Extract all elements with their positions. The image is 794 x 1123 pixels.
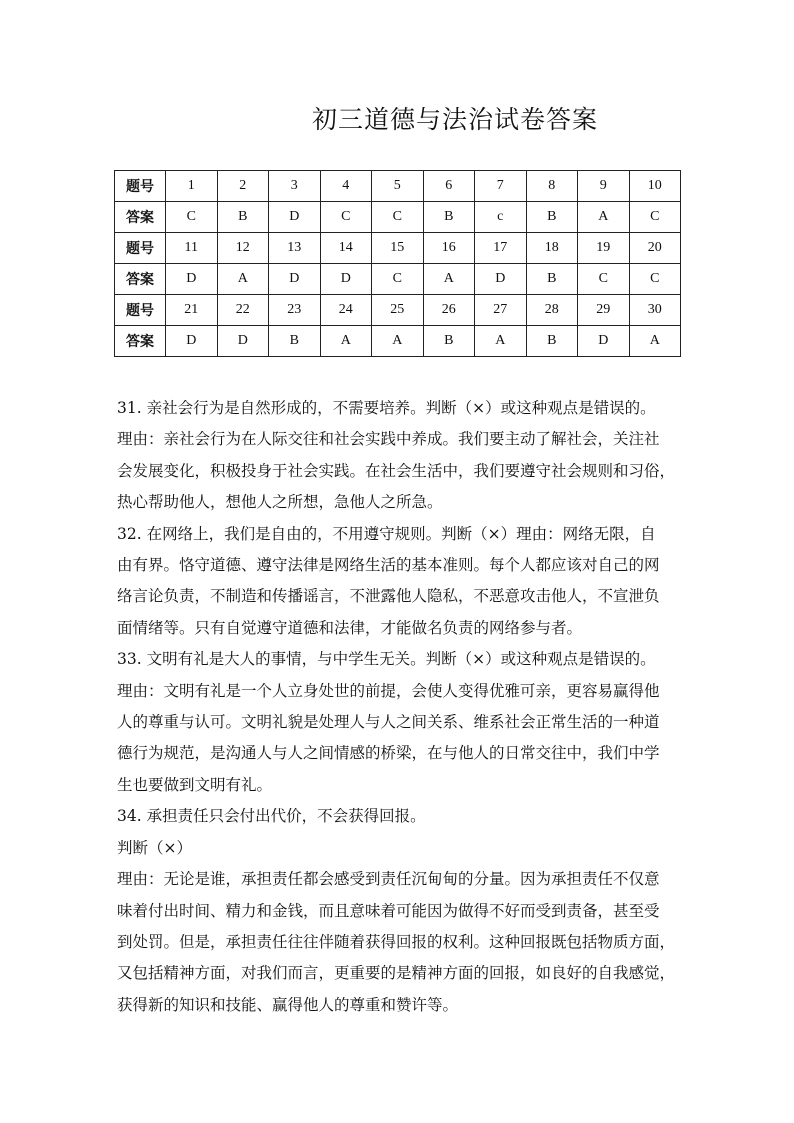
- table-cell: A: [629, 326, 681, 357]
- text-line: 热心帮助他人，想他人之所想，急他人之所急。: [117, 493, 443, 512]
- table-cell: 24: [320, 295, 372, 326]
- table-cell: C: [629, 202, 681, 233]
- row-header: 题号: [115, 295, 166, 326]
- table-cell: B: [526, 326, 578, 357]
- text-line: 生也要做到文明有礼。: [117, 775, 273, 794]
- table-cell: 18: [526, 233, 578, 264]
- table-cell: 5: [372, 171, 424, 202]
- page-title: 初三道德与法治试卷答案: [311, 105, 598, 134]
- table-cell: 29: [578, 295, 630, 326]
- answer-table: [114, 170, 681, 357]
- table-row: [115, 202, 681, 233]
- table-row: [115, 295, 681, 326]
- table-cell: c: [475, 202, 527, 233]
- table-cell: 28: [526, 295, 578, 326]
- table-cell: C: [578, 264, 630, 295]
- text-line: 面情绪等。只有自觉遵守道德和法律，才能做名负责的网络参与者。: [117, 618, 583, 637]
- table-cell: D: [166, 326, 218, 357]
- text-line: 理由：文明有礼是一个人立身处世的前提，会使人变得优雅可亲，更容易赢得他: [117, 681, 660, 700]
- table-cell: A: [372, 326, 424, 357]
- table-cell: 15: [372, 233, 424, 264]
- table-cell: 8: [526, 171, 578, 202]
- table-cell: 4: [320, 171, 372, 202]
- table-cell: D: [217, 326, 269, 357]
- table-cell: B: [423, 202, 475, 233]
- table-cell: D: [269, 264, 321, 295]
- text-line: 由有界。恪守道德、遵守法律是网络生活的基本准则。每个人都应该对自己的网: [117, 556, 660, 575]
- text-line: 味着付出时间、精力和金钱，而且意味着可能因为做得不好而受到责备，甚至受: [117, 901, 660, 920]
- table-cell: 16: [423, 233, 475, 264]
- table-cell: 2: [217, 171, 269, 202]
- text-line: 32. 在网络上，我们是自由的，不用遵守规则。判断（×）理由：网络无限，自: [117, 524, 656, 543]
- table-cell: 23: [269, 295, 321, 326]
- table-cell: 14: [320, 233, 372, 264]
- text-line: 到处罚。但是，承担责任往往伴随着获得回报的权利。这种回报既包括物质方面，: [117, 932, 676, 951]
- text-line: 会发展变化，积极投身于社会实践。在社会生活中，我们要遵守社会规则和习俗，: [117, 461, 676, 480]
- row-header: 答案: [115, 264, 166, 295]
- text-line: 理由：无论是谁，承担责任都会感受到责任沉甸甸的分量。因为承担责任不仅意: [117, 870, 660, 889]
- table-cell: 21: [166, 295, 218, 326]
- table-cell: B: [526, 264, 578, 295]
- table-cell: 25: [372, 295, 424, 326]
- table-cell: 19: [578, 233, 630, 264]
- table-cell: D: [320, 264, 372, 295]
- table-cell: 10: [629, 171, 681, 202]
- text-line: 络言论负责，不制造和传播谣言，不泄露他人隐私，不恶意攻击他人，不宣泄负: [117, 587, 660, 606]
- table-cell: 30: [629, 295, 681, 326]
- table-cell: A: [320, 326, 372, 357]
- row-header: 题号: [115, 233, 166, 264]
- table-cell: 17: [475, 233, 527, 264]
- row-header: 答案: [115, 326, 166, 357]
- table-cell: B: [526, 202, 578, 233]
- table-cell: B: [217, 202, 269, 233]
- text-line: 31. 亲社会行为是自然形成的，不需要培养。判断（×）或这种观点是错误的。: [117, 399, 656, 417]
- table-cell: 26: [423, 295, 475, 326]
- table-cell: D: [475, 264, 527, 295]
- table-cell: 22: [217, 295, 269, 326]
- text-line: 34. 承担责任只会付出代价，不会获得回报。: [117, 807, 426, 826]
- text-line: 理由：亲社会行为在人际交往和社会实践中养成。我们要主动了解社会，关注社: [117, 430, 660, 449]
- text-line: 判断（×）: [117, 838, 192, 857]
- table-row: [115, 171, 681, 202]
- table-cell: A: [578, 202, 630, 233]
- table-cell: 1: [166, 171, 218, 202]
- answer-explanations: [117, 393, 685, 1021]
- table-cell: A: [423, 264, 475, 295]
- text-line: 德行为规范，是沟通人与人之间情感的桥梁，在与他人的日常交往中，我们中学: [117, 744, 660, 763]
- table-cell: C: [166, 202, 218, 233]
- table-cell: D: [269, 202, 321, 233]
- table-cell: C: [629, 264, 681, 295]
- table-row: [115, 233, 681, 264]
- table-cell: 11: [166, 233, 218, 264]
- table-cell: D: [578, 326, 630, 357]
- table-cell: 27: [475, 295, 527, 326]
- table-cell: B: [423, 326, 475, 357]
- table-cell: 9: [578, 171, 630, 202]
- table-cell: B: [269, 326, 321, 357]
- row-header: 答案: [115, 202, 166, 233]
- text-line: 33. 文明有礼是大人的事情，与中学生无关。判断（×）或这种观点是错误的。: [117, 650, 656, 669]
- text-line: 获得新的知识和技能、赢得他人的尊重和赞许等。: [117, 995, 459, 1014]
- table-cell: A: [475, 326, 527, 357]
- table-cell: C: [372, 202, 424, 233]
- table-cell: A: [217, 264, 269, 295]
- table-row: [115, 326, 681, 357]
- table-row: [115, 264, 681, 295]
- table-cell: 6: [423, 171, 475, 202]
- table-cell: 3: [269, 171, 321, 202]
- table-cell: 12: [217, 233, 269, 264]
- table-cell: D: [166, 264, 218, 295]
- table-cell: 20: [629, 233, 681, 264]
- table-cell: 13: [269, 233, 321, 264]
- text-line: 人的尊重与认可。文明礼貌是处理人与人之间关系、维系社会正常生活的一种道: [117, 713, 660, 732]
- table-cell: 7: [475, 171, 527, 202]
- row-header: 题号: [115, 171, 166, 202]
- text-line: 又包括精神方面，对我们而言，更重要的是精神方面的回报，如良好的自我感觉，: [117, 964, 676, 983]
- table-cell: C: [320, 202, 372, 233]
- table-cell: C: [372, 264, 424, 295]
